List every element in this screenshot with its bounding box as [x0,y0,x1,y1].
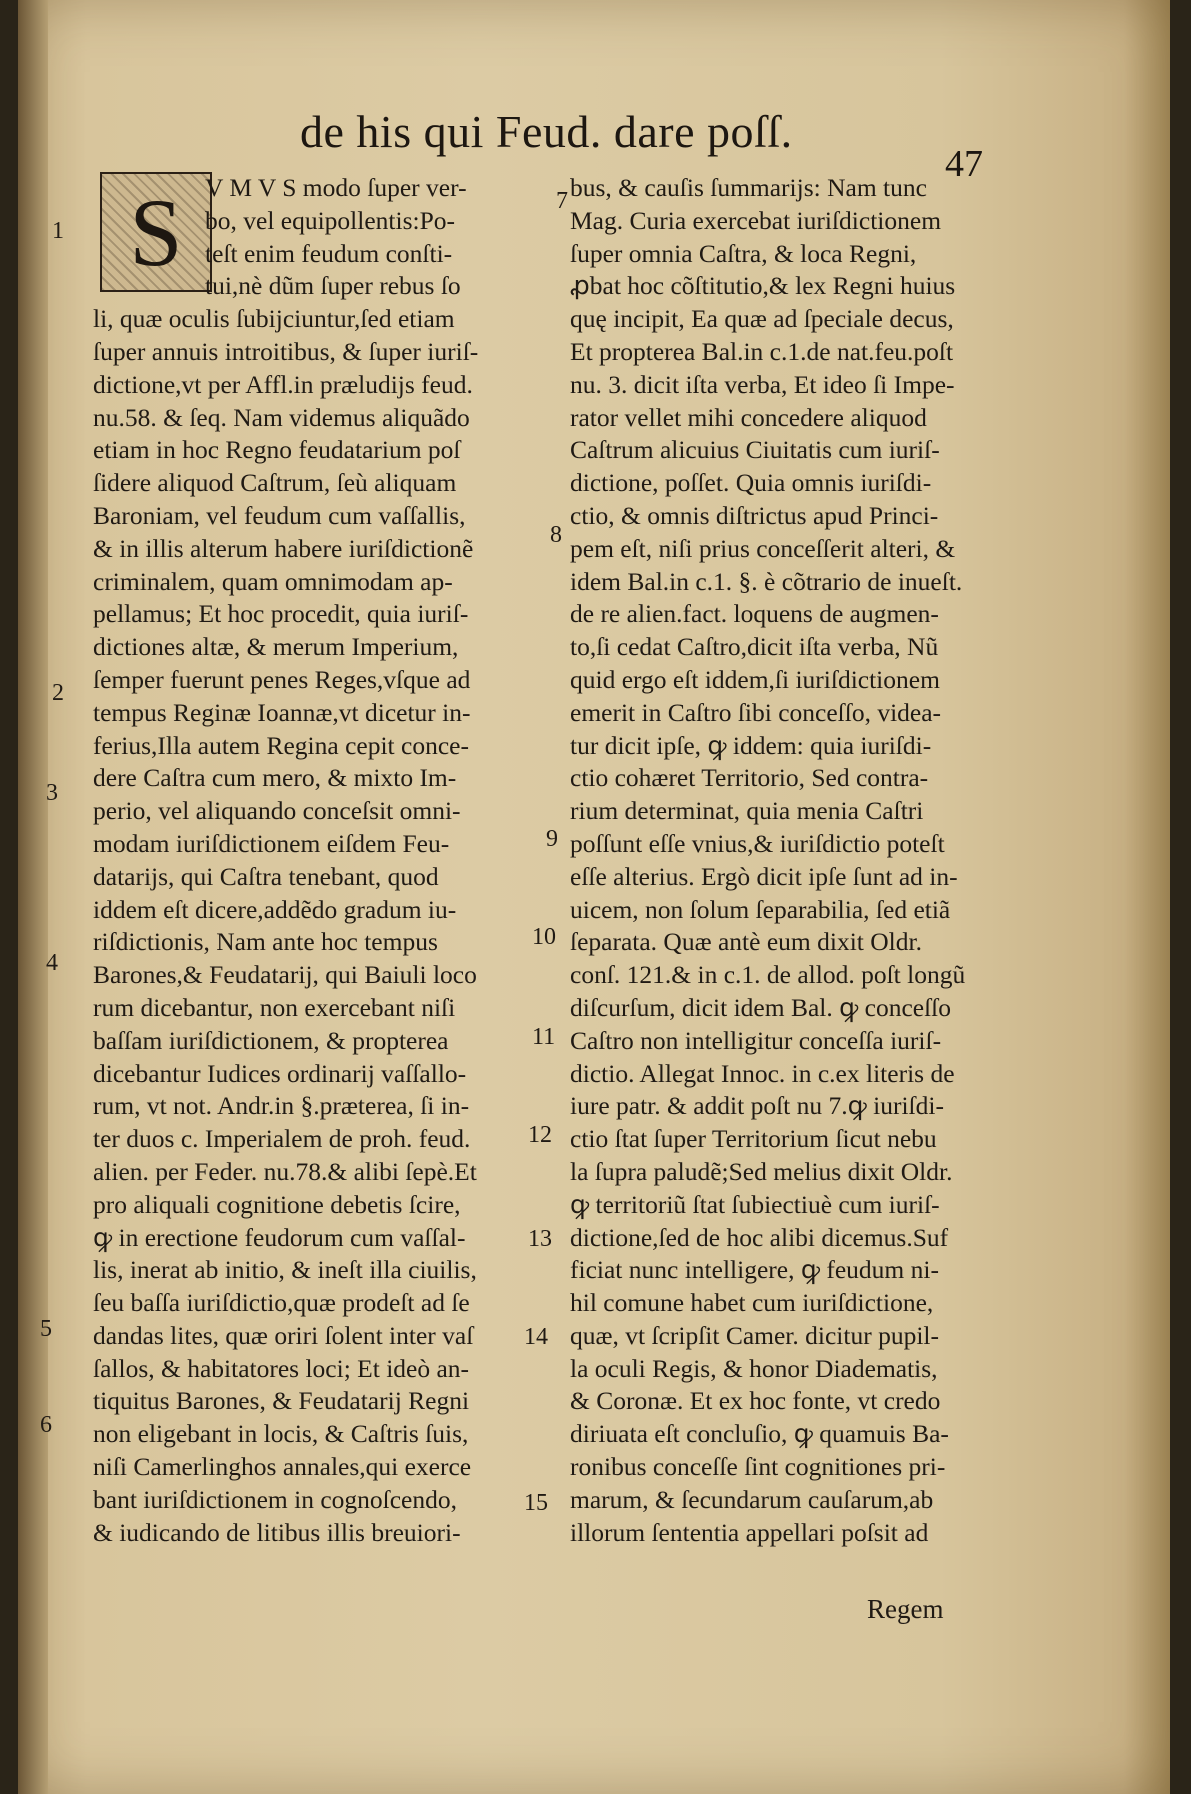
text-line: tiquitus Barones, & Feudatarij Regni [93,1386,470,1416]
text-line: pellamus; Et hoc procedit, quia iuriſ- [93,599,469,629]
text-line: criminalem, quam omnimodam ap- [93,566,453,596]
text-line: ſeu baſſa iuriſdictio,quæ prodeſt ad ſe [93,1288,470,1318]
text-line: baſſam iuriſdictionem, & propterea [93,1025,449,1055]
text-line: nu.58. & ſeq. Nam videmus aliquãdo [93,402,470,432]
text-line: V M V S modo ſuper ver- [205,173,467,202]
margin-number: 2 [52,680,64,706]
text-line: Mag. Curia exercebat iuriſdictionem [570,205,942,235]
text-line: Caſtro non intelligitur conceſſa iuriſ- [570,1025,942,1055]
text-line: Baroniam, vel feudum cum vaſſallis, [93,500,466,530]
text-line: lis, inerat ab initio, & ineſt illa ciuilis, [93,1255,477,1285]
text-line: datarijs, qui Caſtra tenebant, quod [93,861,439,891]
text-line: de re alien.fact. loquens de augmen- [570,599,939,629]
text-line: pem eſt, niſi prius conceſſerit alteri, & [570,533,956,563]
text-line: uicem, non ſolum ſeparabilia, ſed etiã [570,894,951,924]
text-line: perio, vel aliquando conceſsit omni- [93,796,461,826]
text-line: ꝙ territoriũ ſtat ſubiectiuè cum iuriſ- [570,1189,940,1219]
text-line: teſt enim feudum conſti- [205,238,453,268]
text-line: niſi Camerlinghos annales,qui exerce [93,1452,472,1482]
text-line: Et propterea Bal.in c.1.de nat.feu.poſt [570,336,954,366]
text-line: eſſe alterius. Ergò dicit ipſe ſunt ad in- [570,861,958,891]
text-line: ctio cohæret Territorio, Sed contra- [570,763,929,793]
text-line: tur dicit ipſe, ꝙ iddem: quia iuriſdi- [570,730,932,760]
margin-number: 9 [546,826,558,852]
text-line: dicebantur Iudices ordinarij vaſſallo- [93,1058,467,1088]
text-line: bant iuriſdictionem in cognoſcendo, [93,1484,457,1514]
decorated-initial: S [100,172,212,292]
margin-number: 1 [52,218,64,244]
text-line: rator vellet mihi concedere aliquod [570,402,927,432]
margin-number: 8 [550,522,562,548]
text-line: ſuper omnia Caſtra, & loca Regni, [570,238,917,268]
text-line: riſdictionis, Nam ante hoc tempus [93,927,438,957]
text-line: tui,nè dũm ſuper rebus ſo [205,271,461,301]
text-line: dictio. Allegat Innoc. in c.ex literis de [570,1058,955,1088]
text-line: modam iuriſdictionem eiſdem Feu- [93,828,450,858]
text-line: diriuata eſt concluſio, ꝙ quamuis Ba- [570,1419,949,1449]
margin-number: 11 [532,1024,556,1050]
text-line: ter duos c. Imperialem de proh. feud. [93,1124,471,1154]
text-line: conſ. 121.& in c.1. de allod. poſt longũ [570,960,966,990]
text-line: non eligebant in locis, & Caſtris ſuis, [93,1419,469,1449]
text-line: ferius,Illa autem Regina cepit conce- [93,730,469,760]
text-line: ꝙ in erectione feudorum cum vaſſal- [93,1222,466,1252]
margin-number: 7 [556,188,568,214]
text-line: idem Bal.in c.1. §. è cõtrario de inueſt. [570,566,963,596]
margin-number: 15 [524,1490,548,1516]
text-line: ſeparata. Quæ antè eum dixit Oldr. [570,927,922,957]
margin-number: 10 [532,924,556,950]
text-line: rum, vt not. Andr.in §.præterea, ſi in- [93,1091,470,1121]
text-line: dictione,vt per Affl.in præludijs feud. [93,369,473,399]
text-line: rium determinat, quia menia Caſtri [570,796,924,826]
text-line: illorum ſententia appellari poſsit ad [570,1517,929,1547]
margin-number: 13 [528,1226,552,1252]
text-line: la oculi Regis, & honor Diadematis, [570,1353,938,1383]
text-line: dictione,ſed de hoc alibi dicemus.Suf [570,1222,949,1252]
text-line: marum, & ſecundarum cauſarum,ab [570,1484,934,1514]
text-line: bo, vel equipollentis:Po- [205,205,456,235]
margin-number: 4 [46,950,58,976]
text-line: ſidere aliquod Caſtrum, ſeù aliquam [93,468,457,498]
text-line: ꝓbat hoc cõſtitutio,& lex Regni huius [570,271,956,301]
text-line: Caſtrum alicuius Ciuitatis cum iuriſ- [570,435,940,465]
right-column [570,172,1020,1549]
margin-number: 3 [46,780,58,806]
text-line: pro aliquali cognitione debetis ſcire, [93,1189,461,1219]
text-line: rum dicebantur, non exercebant niſi [93,992,456,1022]
text-line: la ſupra paludẽ;Sed melius dixit Oldr. [570,1156,953,1186]
page-number: 47 [945,143,983,185]
text-line: dictiones altæ, & merum Imperium, [93,632,459,662]
text-line: nu. 3. dicit iſta verba, Et ideo ſi Impe- [570,369,955,399]
running-title: de his qui Feud. dare poſſ. [300,106,793,157]
text-line: dandas lites, quæ oriri ſolent inter vaſ [93,1320,474,1350]
margin-number: 12 [528,1122,552,1148]
left-column [93,172,523,1549]
text-line: ſallos, & habitatores loci; Et ideò an- [93,1353,470,1383]
text-line: dere Caſtra cum mero, & mixto Im- [93,763,457,793]
text-line: & iudicando de litibus illis breuiori- [93,1517,461,1547]
margin-number: 14 [524,1324,548,1350]
text-line: & Coronæ. Et ex hoc fonte, vt credo [570,1386,941,1416]
text-line: Barones,& Feudatarij, qui Baiuli loco [93,960,477,990]
margin-number: 5 [40,1316,52,1342]
text-line: to,ſi cedat Caſtro,dicit iſta verba, Nũ [570,632,939,662]
text-line: quę incipit, Ea quæ ad ſpeciale decus, [570,304,954,334]
text-line: ſemper fuerunt penes Reges,vſque ad [93,664,471,694]
text-line: diſcurſum, dicit idem Bal. ꝙ conceſſo [570,992,952,1022]
text-line: quid ergo eſt iddem,ſi iuriſdictionem [570,664,940,694]
text-line: iure patr. & addit poſt nu 7.ꝙ iuriſdi- [570,1091,944,1121]
catchword: Regem [867,1594,944,1624]
text-line: quæ, vt ſcripſit Camer. dicitur pupil- [570,1320,939,1350]
text-line: li, quæ oculis ſubijciuntur,ſed etiam [93,304,455,334]
text-line: alien. per Feder. nu.78.& alibi ſepè.Et [93,1156,477,1186]
text-line: hil comune habet cum iuriſdictione, [570,1288,934,1318]
text-line: ſuper annuis introitibus, & ſuper iuriſ- [93,336,479,366]
text-line: etiam in hoc Regno feudatarium poſ [93,435,461,465]
text-line: poſſunt eſſe vnius,& iuriſdictio poteſt [570,828,945,858]
text-line: ficiat nunc intelligere, ꝙ feudum ni- [570,1255,939,1285]
text-line: bus, & cauſis ſummarijs: Nam tunc [570,173,927,202]
text-line: emerit in Caſtro ſibi conceſſo, videa- [570,697,942,727]
text-line: dictione, poſſet. Quia omnis iuriſdi- [570,468,932,498]
text-line: tempus Reginæ Ioannæ,vt dicetur in- [93,697,471,727]
text-line: ronibus conceſſe ſint cognitiones pri- [570,1452,946,1482]
binding-gutter [18,0,48,1794]
margin-number: 6 [40,1412,52,1438]
text-line: & in illis alterum habere iuriſdictionẽ [93,533,474,563]
text-line: iddem eſt dicere,addẽdo gradum iu- [93,894,457,924]
text-line: ctio, & omnis diſtrictus apud Princi- [570,500,939,530]
text-line: ctio ſtat ſuper Territorium ſicut nebu [570,1124,937,1154]
